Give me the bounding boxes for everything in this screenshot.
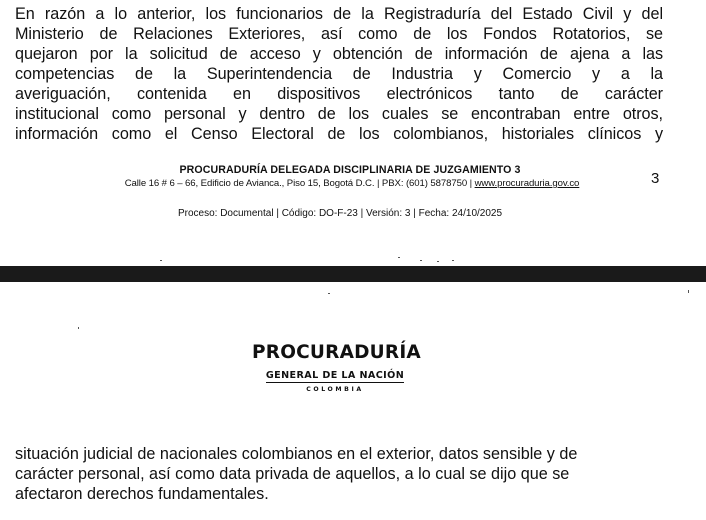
paragraph-line: afectaron derechos fundamentales. <box>15 485 269 503</box>
page-number: 3 <box>651 170 660 187</box>
footer-address-text: Calle 16 # 6 – 66, Edificio de Avianca., Piso 15, Bogotá D.C. | PBX: (601) 5878750 | <box>124 178 475 189</box>
footer-document-meta: Proceso: Documental | Código: DO-F-23 | Versión: 3 | Fecha: 24/10/2025 <box>177 208 503 219</box>
logo-main-text: PROCURADURÍA <box>252 342 421 363</box>
procuraduria-logo <box>252 342 421 393</box>
paragraph-line: situación judicial de nacionales colombianos en el exterior, datos sensible y de <box>15 445 578 463</box>
paragraph-line: averiguación, contenida en dispositivos electrónicos tanto de carácter <box>15 85 663 103</box>
footer-url-link[interactable]: www.procuraduria.gov.co <box>474 178 580 189</box>
top-page-paragraph <box>15 4 663 144</box>
scan-speck <box>437 261 439 262</box>
paragraph-line: competencias de la Superintendencia de Industria y Comercio y a la <box>15 65 663 83</box>
paragraph-line: institucional como personal y dentro de los cuales se encontraban entre otros, <box>15 105 663 123</box>
scan-speck <box>328 293 330 294</box>
logo-sub-text: GENERAL DE LA NACIÓN <box>265 370 405 381</box>
scan-speck <box>452 260 454 261</box>
bottom-page-paragraph <box>15 444 665 504</box>
paragraph-line: Ministerio de Relaciones Exteriores, así como de los Fondos Rotatorios, se <box>15 25 663 43</box>
scan-speck <box>420 260 422 261</box>
paragraph-line: En razón a lo anterior, los funcionarios de la Registraduría del Estado Civil y del <box>15 5 663 23</box>
footer-address <box>72 178 632 189</box>
page-break-separator <box>0 266 706 282</box>
scan-speck <box>160 260 162 261</box>
scan-speck <box>398 257 400 258</box>
paragraph-line: información como el Censo Electoral de los colombianos, historiales clínicos y <box>15 125 663 143</box>
logo-country-text: COLOMBIA <box>306 386 364 393</box>
scan-speck <box>688 290 689 293</box>
paragraph-line: carácter personal, así como data privada de aquellos, a lo cual se dijo que se <box>15 465 570 483</box>
footer-title: PROCURADURÍA DELEGADA DISCIPLINARIA DE JUZGAMIENTO 3 <box>179 164 521 176</box>
scan-speck <box>78 327 79 329</box>
paragraph-line: quejaron por la solicitud de acceso y obtención de información de ajena a las <box>15 45 663 63</box>
